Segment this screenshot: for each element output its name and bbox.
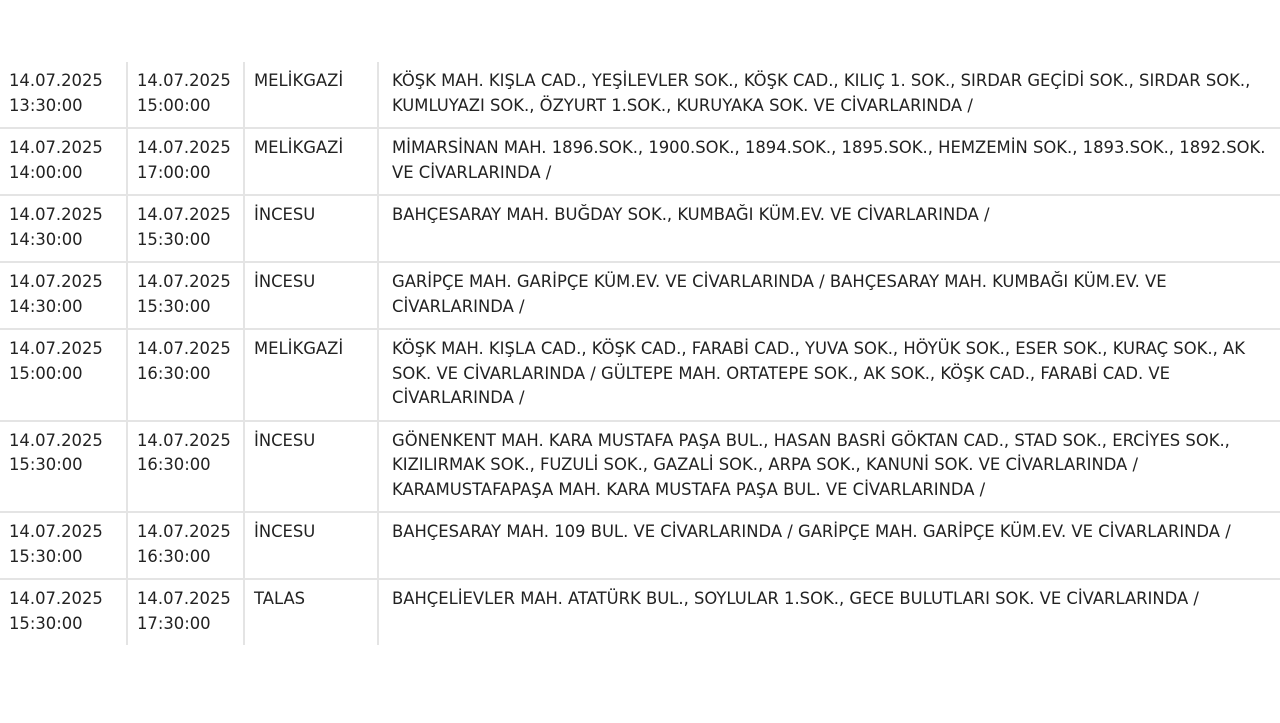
- end-datetime-cell: [127, 195, 244, 262]
- address-cell: GÖNENKENT MAH. KARA MUSTAFA PAŞA BUL., HASAN BASRİ GÖKTAN CAD., STAD SOK., ERCİYES SOK., KIZILIRMAK SOK., FUZULİ SOK., GAZALİ SOK., ARPA SOK., KANUNİ SOK. VE CİVARLARINDA / KARAMUSTAFAPAŞA MAH. KARA MUSTAFA PAŞA BUL. VE CİVARLARINDA /: [378, 421, 1280, 513]
- start-time: 15:00:00: [9, 363, 83, 383]
- start-datetime-cell: [0, 512, 127, 579]
- start-datetime-cell: [0, 329, 127, 421]
- address-cell: GARİPÇE MAH. GARİPÇE KÜM.EV. VE CİVARLARINDA / BAHÇESARAY MAH. KUMBAĞI KÜM.EV. VE CİVARLARINDA /: [378, 262, 1280, 329]
- end-datetime-cell: [127, 579, 244, 645]
- table-row: [0, 262, 1280, 329]
- end-datetime-cell: [127, 62, 244, 128]
- district-cell: TALAS: [244, 579, 378, 645]
- end-date: 14.07.2025: [137, 138, 231, 157]
- start-date: 14.07.2025: [9, 205, 103, 224]
- start-date: 14.07.2025: [9, 71, 103, 90]
- outage-table-body: [0, 62, 1280, 645]
- start-datetime-cell: [0, 421, 127, 513]
- district-cell: İNCESU: [244, 262, 378, 329]
- address-cell: BAHÇESARAY MAH. BUĞDAY SOK., KUMBAĞI KÜM.EV. VE CİVARLARINDA /: [378, 195, 1280, 262]
- end-time: 16:30:00: [137, 546, 211, 566]
- end-time: 16:30:00: [137, 455, 211, 474]
- end-datetime-cell: [127, 262, 244, 329]
- district-cell: İNCESU: [244, 512, 378, 579]
- start-date: 14.07.2025: [9, 339, 103, 358]
- start-date: 14.07.2025: [9, 138, 103, 157]
- start-date: 14.07.2025: [9, 272, 103, 291]
- address-cell: BAHÇESARAY MAH. 109 BUL. VE CİVARLARINDA / GARİPÇE MAH. GARİPÇE KÜM.EV. VE CİVARLARINDA /: [378, 512, 1280, 579]
- start-time: 15:30:00: [9, 455, 83, 474]
- end-datetime-cell: [127, 128, 244, 195]
- end-time: 16:30:00: [137, 363, 211, 383]
- start-time: 13:30:00: [9, 95, 83, 115]
- address-cell: KÖŞK MAH. KIŞLA CAD., KÖŞK CAD., FARABİ CAD., YUVA SOK., HÖYÜK SOK., ESER SOK., KURAÇ SOK., AK SOK. VE CİVARLARINDA / GÜLTEPE MAH. ORTATEPE SOK., AK SOK., KÖŞK CAD., FARABİ CAD. VE CİVARLARINDA /: [378, 329, 1280, 421]
- start-time: 14:30:00: [9, 296, 83, 316]
- start-datetime-cell: [0, 62, 127, 128]
- start-time: 15:30:00: [9, 613, 83, 633]
- district-cell: MELİKGAZİ: [244, 62, 378, 128]
- end-time: 17:00:00: [137, 162, 211, 182]
- start-time: 14:30:00: [9, 229, 83, 249]
- address-cell: BAHÇELİEVLER MAH. ATATÜRK BUL., SOYLULAR 1.SOK., GECE BULUTLARI SOK. VE CİVARLARINDA /: [392, 589, 1199, 608]
- end-datetime-cell: [127, 329, 244, 421]
- district-cell: MELİKGAZİ: [244, 128, 378, 195]
- start-date: 14.07.2025: [9, 522, 103, 541]
- start-time: 15:30:00: [9, 546, 83, 566]
- table-row: [0, 62, 1280, 128]
- table-row: [0, 329, 1280, 421]
- end-date: 14.07.2025: [137, 430, 231, 450]
- end-date: 14.07.2025: [137, 205, 231, 224]
- district-cell: MELİKGAZİ: [244, 329, 378, 421]
- outage-table: [0, 62, 1280, 645]
- end-date: 14.07.2025: [137, 272, 231, 291]
- table-row: [0, 195, 1280, 262]
- start-time: 14:00:00: [9, 162, 83, 182]
- end-time: 15:00:00: [137, 95, 211, 115]
- end-time: 17:30:00: [137, 613, 211, 633]
- start-datetime-cell: [0, 128, 127, 195]
- start-datetime-cell: [0, 262, 127, 329]
- district-cell: İNCESU: [244, 195, 378, 262]
- start-datetime-cell: [0, 579, 127, 645]
- table-row: [0, 421, 1280, 513]
- start-date: 14.07.2025: [9, 589, 103, 608]
- end-date: 14.07.2025: [137, 522, 231, 541]
- start-datetime-cell: [0, 195, 127, 262]
- start-date: 14.07.2025: [9, 430, 103, 450]
- table-row: [0, 579, 1280, 645]
- address-cell: MİMARSİNAN MAH. 1896.SOK., 1900.SOK., 1894.SOK., 1895.SOK., HEMZEMİN SOK., 1893.SOK., 1892.SOK. VE CİVARLARINDA /: [378, 128, 1280, 195]
- end-time: 15:30:00: [137, 229, 211, 249]
- district-cell: İNCESU: [244, 421, 378, 513]
- table-row: [0, 512, 1280, 579]
- end-time: 15:30:00: [137, 296, 211, 316]
- end-datetime-cell: [127, 421, 244, 513]
- end-datetime-cell: [127, 512, 244, 579]
- table-row: [0, 128, 1280, 195]
- end-date: 14.07.2025: [137, 71, 231, 90]
- address-cell: KÖŞK MAH. KIŞLA CAD., YEŞİLEVLER SOK., KÖŞK CAD., KILIÇ 1. SOK., SIRDAR GEÇİDİ SOK., SIRDAR SOK., KUMLUYAZI SOK., ÖZYURT 1.SOK., KURUYAKA SOK. VE CİVARLARINDA /: [378, 62, 1280, 128]
- end-date: 14.07.2025: [137, 589, 231, 608]
- end-date: 14.07.2025: [137, 339, 231, 358]
